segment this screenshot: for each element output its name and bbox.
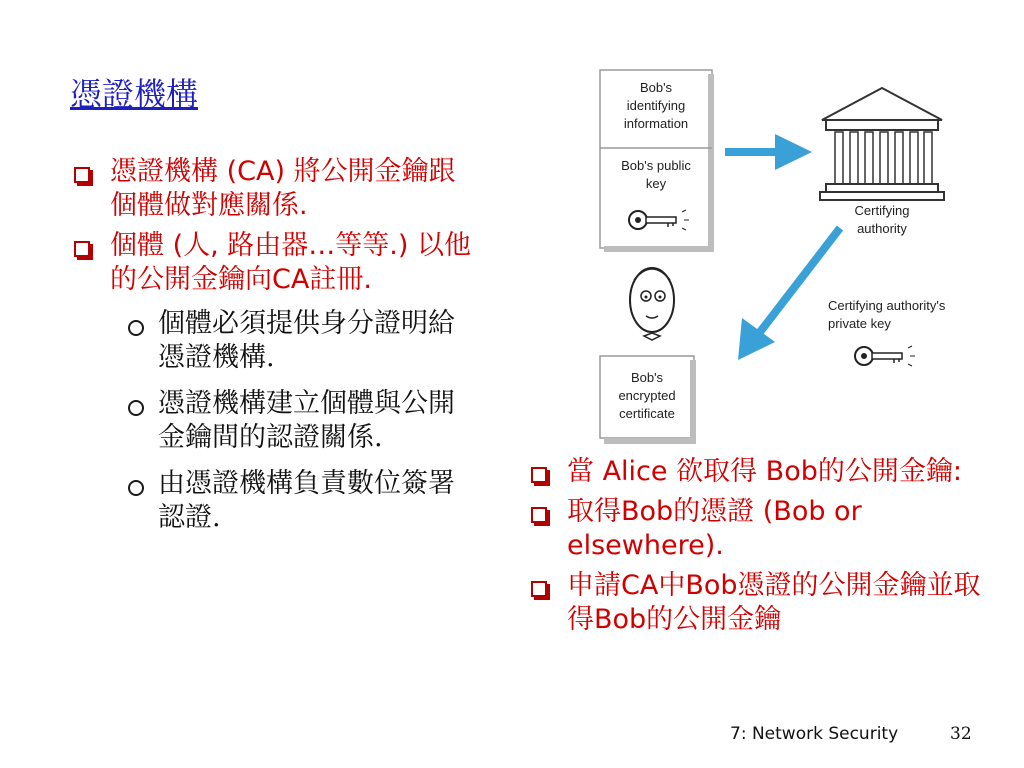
- ca-private-key-line: private key: [828, 316, 891, 331]
- sub-bullet-text: 由憑證機構負責數位簽署認證.: [158, 468, 455, 533]
- card-top-line: information: [623, 116, 689, 131]
- left-bullet-list: [70, 155, 480, 547]
- cert-line: certificate: [619, 406, 675, 421]
- certificate-diagram: [590, 60, 990, 450]
- sub-bullet-item: [70, 467, 480, 535]
- ca-private-key-line: Certifying authority's: [828, 298, 946, 313]
- private-key-icon: [855, 346, 915, 366]
- ca-label-line: authority: [857, 221, 907, 236]
- card-bottom-line: Bob's public: [621, 158, 691, 173]
- card-bottom-line: key: [645, 176, 667, 191]
- square-bullet-icon: [74, 241, 90, 257]
- right-bullet-list: [527, 455, 997, 643]
- arrow-to-ca-icon: [725, 134, 812, 170]
- ca-label-line: Certifying: [854, 203, 910, 218]
- sub-bullet-text: 個體必須提供身分證明給憑證機構.: [158, 308, 455, 373]
- sub-bullet-item: [70, 307, 480, 375]
- building-icon: [820, 88, 944, 200]
- circle-bullet-icon: [128, 400, 144, 416]
- bullet-text: 申請CA中Bob憑證的公開金鑰並取得Bob的公開金鑰: [567, 570, 981, 635]
- bullet-item: [527, 569, 997, 637]
- sub-bullet-text: 憑證機構建立個體與公開金鑰間的認證關係.: [158, 388, 455, 453]
- slide-title: 憑證機構: [70, 75, 199, 113]
- bullet-item: [527, 455, 997, 489]
- bullet-text: 個體 (人, 路由器…等等.) 以他的公開金鑰向CA註冊.: [110, 230, 471, 295]
- circle-bullet-icon: [128, 480, 144, 496]
- encrypted-certificate-card: [600, 356, 696, 444]
- bullet-text: 當 Alice 欲取得 Bob的公開金鑰:: [567, 456, 962, 487]
- bullet-item: [70, 155, 480, 223]
- square-bullet-icon: [531, 581, 547, 597]
- bob-info-card: [600, 70, 714, 252]
- circle-bullet-icon: [128, 320, 144, 336]
- bullet-text: 取得Bob的憑證 (Bob or elsewhere).: [567, 496, 862, 561]
- card-top-line: Bob's: [639, 80, 673, 95]
- bob-face-icon: [630, 268, 674, 340]
- arrow-to-certificate-icon: [738, 228, 840, 360]
- square-bullet-icon: [531, 467, 547, 483]
- page-number: 32: [950, 724, 972, 744]
- bullet-item: [70, 229, 480, 297]
- square-bullet-icon: [531, 507, 547, 523]
- card-top-line: identifying: [626, 98, 686, 113]
- sub-bullet-item: [70, 387, 480, 455]
- square-bullet-icon: [74, 167, 90, 183]
- footer-text: 7: Network Security: [730, 724, 899, 744]
- bullet-item: [527, 495, 997, 563]
- cert-line: Bob's: [630, 370, 664, 385]
- cert-line: encrypted: [618, 388, 676, 403]
- bullet-text: 憑證機構 (CA) 將公開金鑰跟個體做對應關係.: [110, 156, 456, 221]
